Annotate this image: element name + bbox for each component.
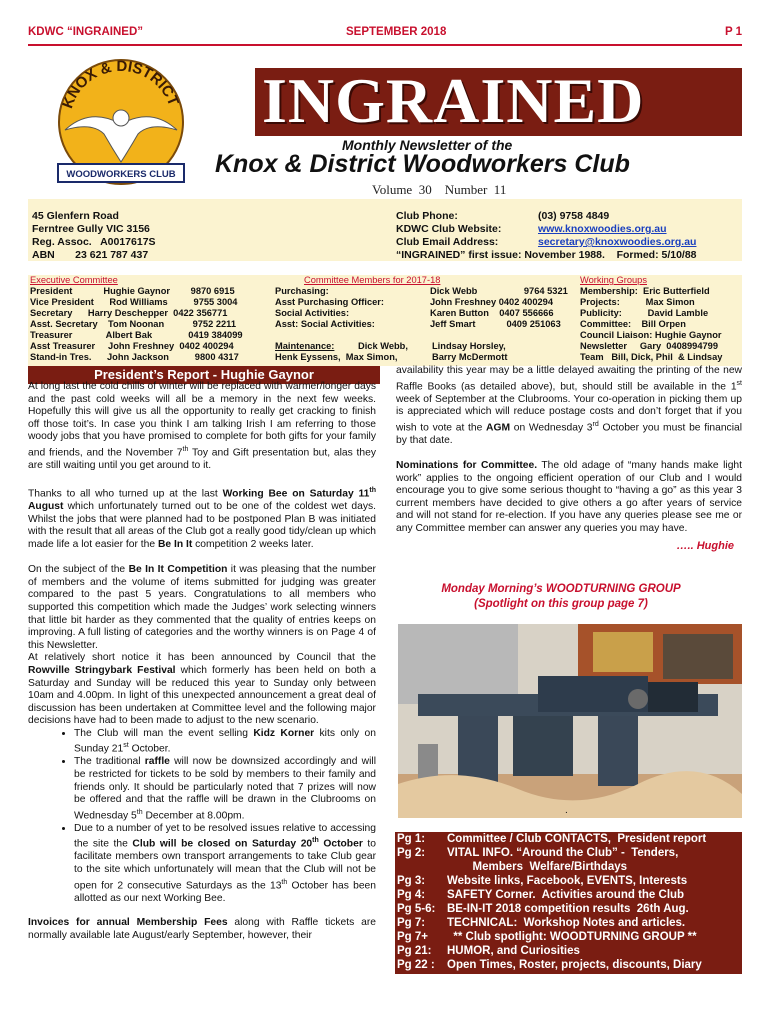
member-contact: Dick Webb 9764 5321 xyxy=(430,286,568,296)
exec-row: Stand-in Tres. John Jackson 9800 4317 xyxy=(30,352,239,362)
paragraph: Invoices for annual Membership Fees along with Raffle tickets are normally available late August/early September, however, their xyxy=(28,917,376,941)
president-report-right xyxy=(396,365,742,552)
member-role: Asst: Social Activities: xyxy=(275,319,375,329)
group-row: Publicity: David Lamble xyxy=(580,308,709,318)
paragraph: At relatively short notice it has been announced by Council that the Rowville Stringybark Festival which formerly has been held on both a Saturday and Sunday will be reduced this year to Sunday only between 10am and 4.00pm. In light of this unexpected announcement a great deal of discussion has been undertaken at Committee level and the following major decisions have had to been made to adjust to the new scenario. xyxy=(28,652,376,727)
address-suburb: Ferntree Gully VIC 3156 xyxy=(32,223,150,235)
volume-number: Volume 30 Number 11 xyxy=(372,182,507,197)
signoff: ….. Hughie xyxy=(676,539,734,552)
contents-box xyxy=(395,832,742,974)
group-row: Committee: Bill Orpen xyxy=(580,319,686,329)
toc-row[interactable]: Pg 7+ ** Club spotlight: WOODTURNING GROUP ** xyxy=(397,931,697,943)
spotlight-subtitle: (Spotlight on this group page 7) xyxy=(474,598,648,610)
paragraph: Thanks to all who turned up at the last Working Bee on Saturday 11th August which unfortunately turned out to be one of the coldest wet days. Whilst the jobs that were planned had to be postponed Plan B was initiated with the result that all areas of the Club got a really good tidy/clean up which made life a lot easier for the Be In It competition 2 weeks later. xyxy=(28,487,377,550)
phone-number: (03) 9758 4849 xyxy=(538,210,610,222)
toc-row[interactable]: Pg 5-6: BE-IN-IT 2018 competition results 26th Aug. xyxy=(397,903,689,915)
paragraph: On the subject of the Be In It Competition it was pleasing that the number of members and the volume of items submitted for judging was greater compared to the past 5 years. Congratulations to all members who supported this competition which made the Judges’ work selecting winners that little bit harder as they commented that the quality of entries keeps on improving. A full listing of categories and the worthy winners is on Page 4 of this Newsletter. xyxy=(28,564,376,651)
list-item: • Due to a number of yet to be resolved issues relative to accessing the site the Club will be closed on Saturday 20th October to facilitate members own transport arrangements to take Club gear to the site which unfortunately will mean that the Club will not be open for 2 consecutive Saturdays as the 13th October has been allotted as our next Working Bee. xyxy=(74,823,376,905)
email-label: Club Email Address: xyxy=(396,236,499,248)
groups-header: Working Groups xyxy=(580,275,647,285)
member-contact: Jeff Smart 0409 251063 xyxy=(430,319,561,329)
group-row: Team Bill, Dick, Phil & Lindsay xyxy=(580,352,723,362)
group-row: Council Liaison: Hughie Gaynor xyxy=(580,330,722,340)
exec-row: Vice President Rod Williams 9755 3004 xyxy=(30,297,238,307)
photo-dot: . xyxy=(565,805,568,816)
group-row: Newsletter Gary 0408994799 xyxy=(580,341,718,351)
exec-header: Executive Committee xyxy=(30,275,118,285)
exec-row: Secretary Harry Deschepper 0422 356771 xyxy=(30,308,228,318)
list-item: • The Club will man the event selling Kidz Korner kits only on Sunday 21st October. xyxy=(74,728,376,757)
header-page: P 1 xyxy=(724,26,742,38)
toc-row[interactable]: Pg 7: TECHNICAL: Workshop Notes and articles. xyxy=(397,917,686,929)
address-street: 45 Glenfern Road xyxy=(32,210,119,222)
exec-row: Treasurer Albert Bak 0419 384099 xyxy=(30,330,243,340)
spotlight-caption xyxy=(400,582,722,612)
reg-assoc: Reg. Assoc. A0017617S xyxy=(32,236,156,248)
spotlight-title: Monday Morning’s WOODTURNING GROUP xyxy=(441,583,681,595)
president-report-heading: President’s Report - Hughie Gaynor xyxy=(28,366,380,384)
toc-row[interactable]: Members Welfare/Birthdays xyxy=(447,861,628,873)
list-item: • The traditional raffle will now be downsized accordingly and will be restricted for tickets to be sold by members to their family and friends only. It should be particularly noted that 7 prizes will now be offered and that the raffle will be drawn in the Clubrooms on Wednesday 5th December at 8.00pm. xyxy=(74,756,376,822)
members-header: Committee Members for 2017-18 xyxy=(304,275,441,285)
header-date: SEPTEMBER 2018 xyxy=(346,26,447,38)
running-header xyxy=(28,26,742,46)
website-label: KDWC Club Website: xyxy=(396,223,502,235)
masthead-subtitle: Monthly Newsletter of the xyxy=(342,137,513,153)
member-contact: Karen Button 0407 556666 xyxy=(430,308,554,318)
decision-list xyxy=(28,728,376,905)
maintenance-col2: Barry McDermott xyxy=(432,352,508,362)
paragraph: At long last the cold chills of winter will be replaced with warmer/longer days and the past cold weeks will all be a memory in the next few weeks. Hopefully this will give us all the opportunity to really get cracking to finish off those toit’s. In case you think I am talking Irish I am referring to those woody jobs that you have promised to complete for both gifts for your family and friends, and the November 7th Toy and Gift presentation but, alas they are still waiting until you get around to it. xyxy=(28,381,377,471)
toc-row[interactable]: Pg 2: VITAL INFO. “Around the Club” - Tenders, xyxy=(397,847,679,859)
logo-banner-text: WOODWORKERS CLUB xyxy=(66,169,176,180)
committee-block xyxy=(28,275,742,366)
toc-row[interactable]: Pg 1: Committee / Club CONTACTS, President report xyxy=(397,833,707,845)
group-row: Membership: Eric Butterfield xyxy=(580,286,710,296)
maintenance-names: Dick Webb, xyxy=(358,341,408,351)
logo-arc-text: KNOX & DISTRICT xyxy=(59,57,182,111)
president-report-left xyxy=(28,381,376,955)
website-link[interactable]: www.knoxwoodies.org.au xyxy=(538,223,667,235)
paragraph: Nominations for Committee. The old adage of “many hands make light work” applies to the ongoing efficient operation of our Club and I would encourage you to give some serious thought to “having a go” as this year 3 current members have decided to give others a go after years of service and will not stand for re-election. If you have any queries please see me or any Committee member can answer any queries you may have. xyxy=(396,460,743,534)
exec-row: Asst. Secretary Tom Noonan 9752 2211 xyxy=(30,319,236,329)
maintenance-col2: Lindsay Horsley, xyxy=(432,341,506,351)
header-left: KDWC “INGRAINED” xyxy=(28,26,143,38)
club-name: Knox & District Woodworkers Club xyxy=(215,150,630,178)
member-role: Purchasing: xyxy=(275,286,329,296)
newsletter-title: INGRAINED xyxy=(262,65,645,136)
toc-row[interactable]: Pg 21: HUMOR, and Curiosities xyxy=(397,945,580,957)
phone-label: Club Phone: xyxy=(396,210,458,222)
club-logo xyxy=(30,52,212,198)
member-contact: John Freshney 0402 400294 xyxy=(430,297,553,307)
paragraph: availability this year may be a little delayed awaiting the printing of the new Raffle Books (as detailed above), but, should still be available in the 1st week of September at the Clubrooms. Your co-operation in picking them up is appreciated which will reduce postage costs and don’t forget that if you wish to vote at the AGM on Wednesday 3rd October you must be financial by that date. xyxy=(396,365,742,446)
woodturning-lathe-photo xyxy=(398,624,742,818)
toc-row[interactable]: Pg 4: SAFETY Corner. Activities around the Club xyxy=(397,889,685,901)
email-link[interactable]: secretary@knoxwoodies.org.au xyxy=(538,236,697,248)
toc-row[interactable]: Pg 22 : Open Times, Roster, projects, discounts, Diary xyxy=(397,959,702,971)
maintenance-label: Maintenance: xyxy=(275,341,335,351)
toc-row[interactable]: Pg 3: Website links, Facebook, EVENTS, Interests xyxy=(397,875,688,887)
group-row: Projects: Max Simon xyxy=(580,297,695,307)
member-role: Asst Purchasing Officer: xyxy=(275,297,385,307)
maintenance-names-2: Henk Eyssens, Max Simon, xyxy=(275,352,398,362)
first-issue: “INGRAINED” first issue: November 1988. Formed: 5/10/88 xyxy=(396,249,697,261)
abn: ABN 23 621 787 437 xyxy=(32,249,149,261)
exec-row: Asst Treasurer John Freshney 0402 400294 xyxy=(30,341,234,351)
exec-row: President Hughie Gaynor 9870 6915 xyxy=(30,286,235,296)
member-role: Social Activities: xyxy=(275,308,350,318)
contact-block xyxy=(28,199,742,261)
